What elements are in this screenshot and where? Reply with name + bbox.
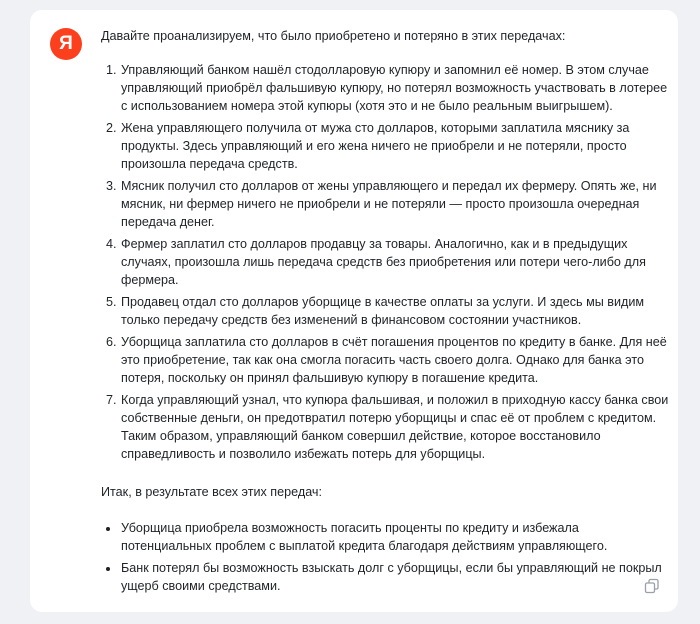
message-content [101,27,671,599]
copy-button[interactable] [644,578,660,594]
list-item: • Уборщица приобрела возможность погасить проценты по кредиту и избежала потенциальных проблем с выплатой кредита благодаря действиям управляющего. [120,519,671,555]
copy-icon [644,578,660,594]
list-item: 2. Жена управляющего получила от мужа сто долларов, которыми заплатила мяснику за продукты. Здесь управляющий и его жена ничего не приобрели и не потеряли, просто произошла передача средств. [120,119,671,173]
steps-list [101,61,671,463]
results-list [101,519,671,595]
assistant-message-card [30,10,678,612]
yandex-avatar: Я [50,28,82,60]
intro-text: Давайте проанализируем, что было приобретено и потеряно в этих передачах: [101,29,566,43]
list-item: 4. Фермер заплатил сто долларов продавцу за товары. Аналогично, как и в предыдущих случаях, произошла лишь передача средств без приобретения или потери чего-либо для фермера. [120,235,671,289]
summary-text: Итак, в результате всех этих передач: [101,485,322,499]
list-item: • Банк потерял бы возможность взыскать долг с уборщицы, если бы управляющий не покрыл ущерб своими средствами. [120,559,671,595]
list-item: 6. Уборщица заплатила сто долларов в счёт погашения процентов по кредиту в банке. Для неё это приобретение, так как она смогла погасить часть своего долга. Однако для банка это потеря, поскольку он принял фальшивую купюру в погашение кредита. [120,333,671,387]
list-item: 3. Мясник получил сто долларов от жены управляющего и передал их фермеру. Опять же, ни мясник, ни фермер ничего не приобрели и не потеряли — просто произошла очередная передача денег. [120,177,671,231]
list-item: 5. Продавец отдал сто долларов уборщице в качестве оплаты за услуги. И здесь мы видим только передачу средств без изменений в финансовом состоянии участников. [120,293,671,329]
list-item: 1. Управляющий банком нашёл стодолларовую купюру и запомнил её номер. В этом случае управляющий приобрёл фальшивую купюру, но потерял возможность участвовать в лотерее с использованием номера этой купюры (хотя это и не было реальным выигрышем). [120,61,671,115]
list-item: 7. Когда управляющий узнал, что купюра фальшивая, и положил в приходную кассу банка свои собственные деньги, он предотвратил потерю уборщицы и спас её от проблем с кредитом. Таким образом, управляющий банком совершил действие, которое восстановило справедливость и позволило избежать потерь для уборщицы. [120,391,671,463]
